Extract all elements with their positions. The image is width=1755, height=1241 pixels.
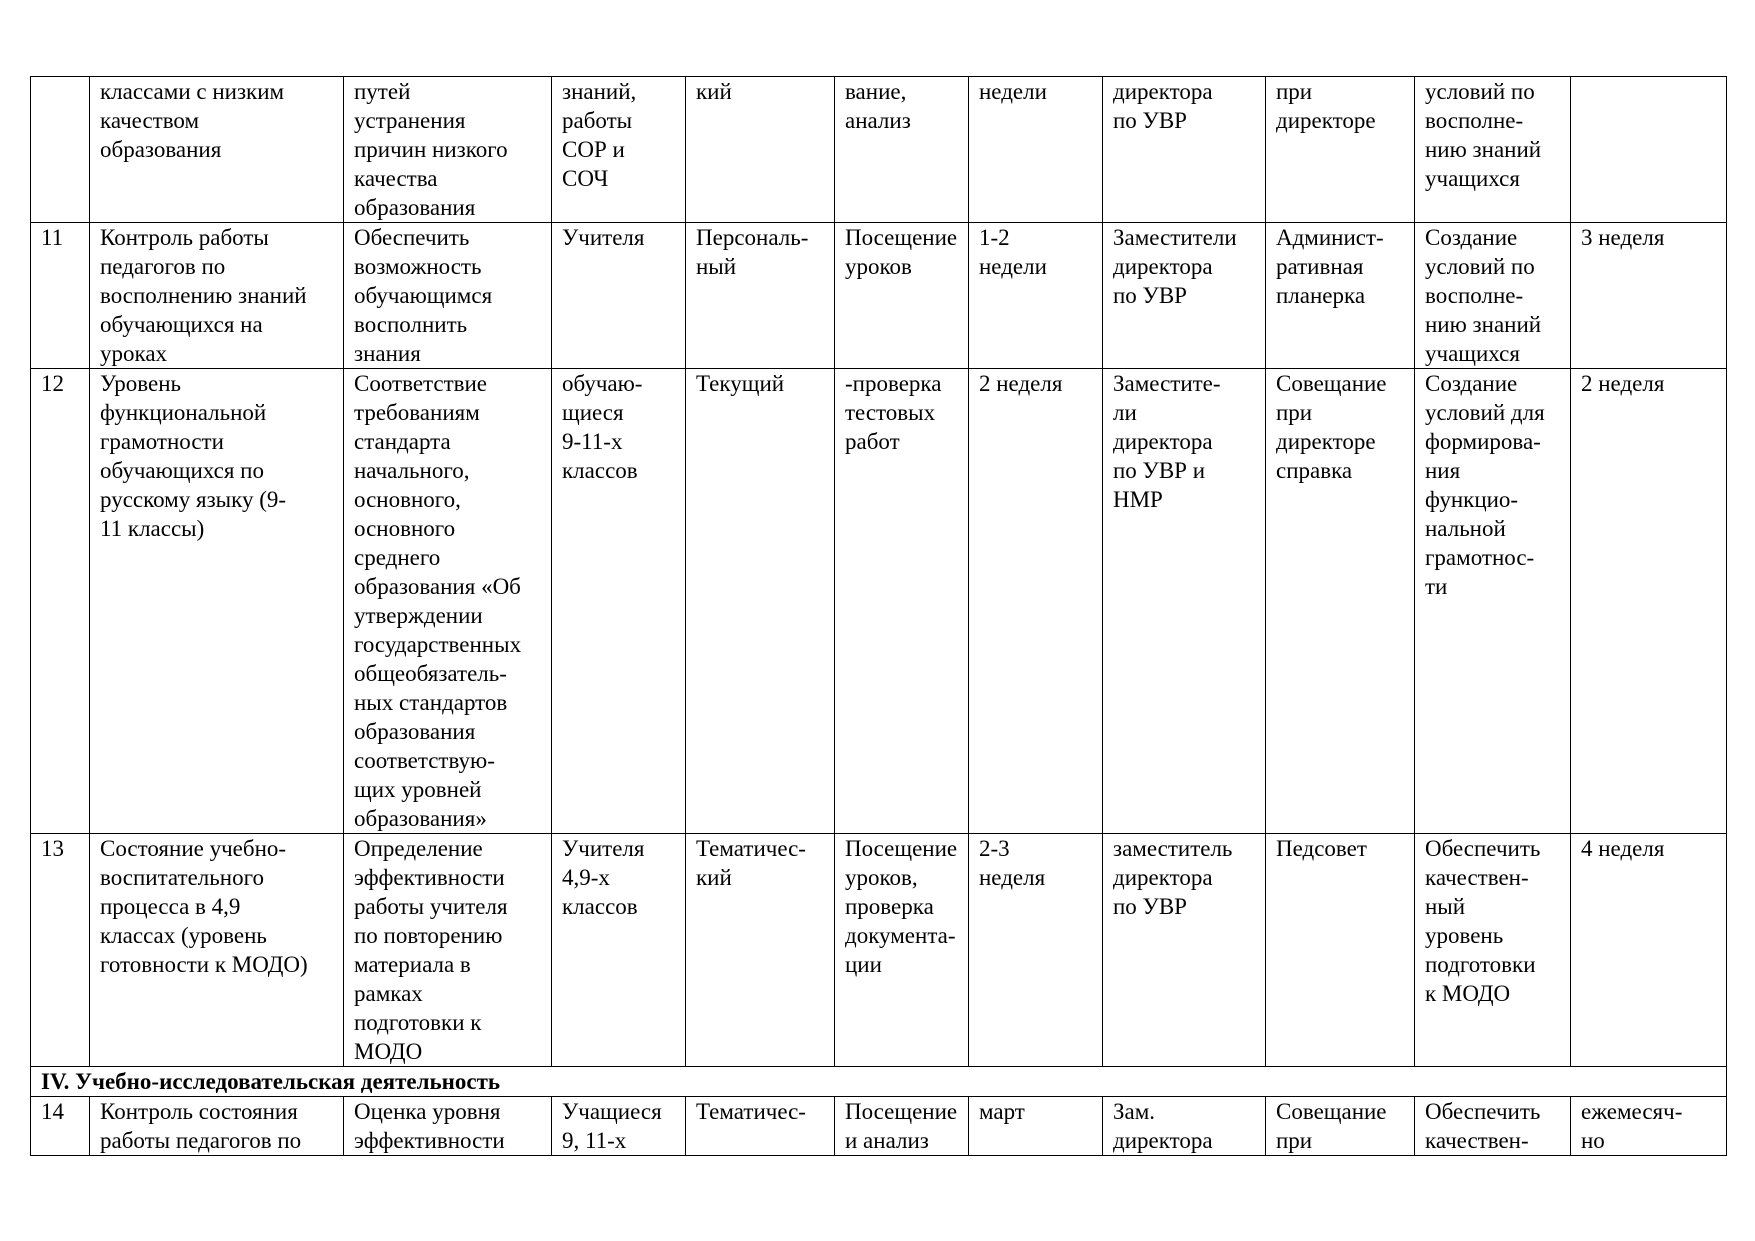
- cell-responsible: Заместители директора по УВР: [1103, 223, 1266, 369]
- cell-topic: Состояние учебно- воспитательного процесса в 4,9 классах (уровень готовности к МОДО): [90, 834, 344, 1067]
- cell-decision: Создание условий по восполне- нию знаний учащихся: [1415, 223, 1571, 369]
- cell-review-place: при директоре: [1266, 77, 1415, 223]
- cell-decision: условий по восполне- нию знаний учащихся: [1415, 77, 1571, 223]
- cell-review-place: Совещание при директоре справка: [1266, 369, 1415, 834]
- cell-topic: Контроль работы педагогов по восполнению знаний обучающихся на уроках: [90, 223, 344, 369]
- row-number: 14: [31, 1097, 90, 1156]
- cell-topic: Контроль состояния работы педагогов по: [90, 1097, 344, 1156]
- cell-responsible: Заместите- ли директора по УВР и НМР: [1103, 369, 1266, 834]
- cell-repeat-control: [1571, 77, 1727, 223]
- cell-goal: Соответствие требованиям стандарта начального, основного, основного среднего образования «Об утверждении государственных общеобязатель- ных стандартов образования соответствую- щих уровней образования»: [344, 369, 552, 834]
- cell-repeat-control: 4 неделя: [1571, 834, 1727, 1067]
- table-row: [31, 1097, 1727, 1156]
- cell-object: Учителя 4,9-х классов: [552, 834, 686, 1067]
- table-row: [31, 369, 1727, 834]
- row-number: [31, 77, 90, 223]
- cell-decision: Обеспечить качествен- ный уровень подготовки к МОДО: [1415, 834, 1571, 1067]
- cell-goal: Оценка уровня эффективности: [344, 1097, 552, 1156]
- cell-dates: недели: [969, 77, 1103, 223]
- cell-repeat-control: 3 неделя: [1571, 223, 1727, 369]
- cell-goal: Обеспечить возможность обучающимся восполнить знания: [344, 223, 552, 369]
- cell-object: Учителя: [552, 223, 686, 369]
- cell-decision: Создание условий для формирова- ния функцио- нальной грамотнос- ти: [1415, 369, 1571, 834]
- row-number: 11: [31, 223, 90, 369]
- cell-methods: -проверка тестовых работ: [835, 369, 969, 834]
- table-row: [31, 223, 1727, 369]
- cell-repeat-control: 2 неделя: [1571, 369, 1727, 834]
- cell-dates: 2-3 неделя: [969, 834, 1103, 1067]
- cell-dates: 1-2 недели: [969, 223, 1103, 369]
- cell-responsible: заместитель директора по УВР: [1103, 834, 1266, 1067]
- cell-dates: март: [969, 1097, 1103, 1156]
- cell-review-place: Педсовет: [1266, 834, 1415, 1067]
- cell-control-type: Текущий: [686, 369, 835, 834]
- cell-topic: классами с низким качеством образования: [90, 77, 344, 223]
- cell-object: знаний, работы СОР и СОЧ: [552, 77, 686, 223]
- cell-control-type: кий: [686, 77, 835, 223]
- cell-dates: 2 неделя: [969, 369, 1103, 834]
- cell-methods: Посещение уроков: [835, 223, 969, 369]
- section-heading: IV. Учебно-исследовательская деятельность: [31, 1067, 1727, 1097]
- cell-review-place: Совещание при: [1266, 1097, 1415, 1156]
- cell-decision: Обеспечить качествен-: [1415, 1097, 1571, 1156]
- row-number: 13: [31, 834, 90, 1067]
- cell-control-type: Персональ- ный: [686, 223, 835, 369]
- cell-methods: вание, анализ: [835, 77, 969, 223]
- cell-control-type: Тематичес- кий: [686, 834, 835, 1067]
- cell-goal: Определение эффективности работы учителя по повторению материала в рамках подготовки к МОДО: [344, 834, 552, 1067]
- table-row: [31, 77, 1727, 223]
- cell-methods: Посещение уроков, проверка документа- ции: [835, 834, 969, 1067]
- cell-responsible: директора по УВР: [1103, 77, 1266, 223]
- row-number: 12: [31, 369, 90, 834]
- cell-goal: путей устранения причин низкого качества образования: [344, 77, 552, 223]
- cell-topic: Уровень функциональной грамотности обучающихся по русскому языку (9- 11 классы): [90, 369, 344, 834]
- cell-control-type: Тематичес-: [686, 1097, 835, 1156]
- table-row: [31, 834, 1727, 1067]
- cell-repeat-control: ежемесяч- но: [1571, 1097, 1727, 1156]
- cell-object: Учащиеся 9, 11-х: [552, 1097, 686, 1156]
- section-row: [31, 1067, 1727, 1097]
- cell-methods: Посещение и анализ: [835, 1097, 969, 1156]
- cell-object: обучаю- щиеся 9-11-х классов: [552, 369, 686, 834]
- plan-table: [30, 76, 1727, 1156]
- cell-responsible: Зам. директора: [1103, 1097, 1266, 1156]
- cell-review-place: Админист- ративная планерка: [1266, 223, 1415, 369]
